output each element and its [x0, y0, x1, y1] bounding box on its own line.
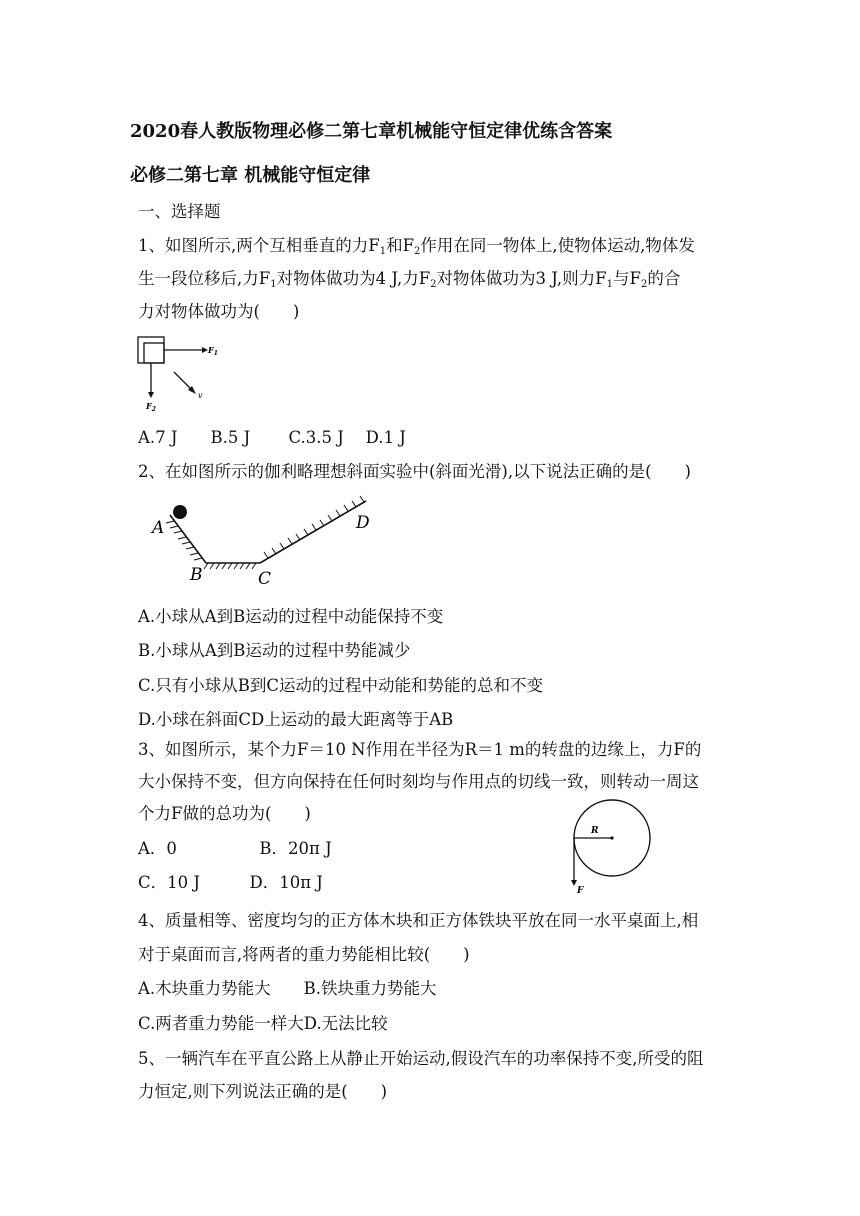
- q1-options: A.7 J B.5 J C.3.5 J D.1 J: [138, 428, 406, 447]
- q1-stem-line3: 力对物体做功为( ): [138, 302, 300, 321]
- ball: [173, 505, 187, 519]
- point-d-label: D: [356, 513, 370, 533]
- force-label: F: [577, 886, 584, 896]
- q3-turntable-diagram: [565, 800, 660, 895]
- q3-stem-line2: 大小保持不变，但方向保持在任何时刻均与作用点的切线一致，则转动一周这: [138, 772, 699, 791]
- q3-options-cd: C．10 J D．10π J: [138, 873, 323, 892]
- q5-stem-line2: 力恒定,则下列说法正确的是( ): [138, 1082, 388, 1101]
- q3-stem-line3: 个力F做的总功为( ): [138, 804, 311, 823]
- q4-options-ab: A.木块重力势能大 B.铁块重力势能大: [138, 979, 437, 998]
- section-heading: 一、选择题: [138, 202, 221, 221]
- q1-force-diagram: [130, 332, 240, 412]
- q3-stem-line1: 3、如图所示，某个力F＝10 N作用在半径为R＝1 m的转盘的边缘上，力F的: [138, 740, 702, 759]
- q1-stem-line1: 1、如图所示,两个互相垂直的力$F_1$和$F_2$作用在同一物体上,使物体运动,物体发: [138, 236, 695, 257]
- point-a-label: A: [152, 518, 165, 538]
- radius-label: R: [591, 826, 599, 836]
- q4-stem-line2: 对于桌面而言,将两者的重力势能相比较( ): [138, 945, 470, 964]
- v-label: v: [198, 391, 203, 400]
- q5-stem-line1: 5、一辆汽车在平直公路上从静止开始运动,假设汽车的功率保持不变,所受的阻: [138, 1049, 704, 1068]
- q2-incline-diagram: [148, 495, 378, 590]
- q2-stem: 2、在如图所示的伽利略理想斜面实验中(斜面光滑),以下说法正确的是( ): [138, 462, 691, 481]
- q3-options-ab: A．0 B．20π J: [138, 839, 332, 858]
- q2-option-b: B.小球从A到B运动的过程中势能减少: [138, 641, 411, 660]
- q4-options-cd: C.两者重力势能一样大D.无法比较: [138, 1014, 388, 1033]
- point-c-label: C: [258, 569, 272, 589]
- document-title: 2020春人教版物理必修二第七章机械能守恒定律优练含答案: [130, 121, 613, 142]
- q2-option-d: D.小球在斜面CD上运动的最大距离等于AB: [138, 710, 454, 729]
- q2-option-c: C.只有小球从B到C运动的过程中动能和势能的总和不变: [138, 676, 544, 695]
- chapter-title: 必修二第七章 机械能守恒定律: [130, 165, 371, 186]
- q2-option-a: A.小球从A到B运动的过程中动能保持不变: [138, 607, 444, 626]
- point-b-label: B: [190, 565, 203, 585]
- f1-label: $F_1$: [208, 345, 218, 357]
- f2-label: $F_2$: [146, 401, 156, 413]
- q4-stem-line1: 4、质量相等、密度均匀的正方体木块和正方体铁块平放在同一水平桌面上,相: [138, 911, 699, 930]
- q1-stem-line2: 生一段位移后,力$F_1$对物体做功为4 J,力$F_2$对物体做功为3 J,则力$F_1$与$F_2$的合: [138, 269, 681, 290]
